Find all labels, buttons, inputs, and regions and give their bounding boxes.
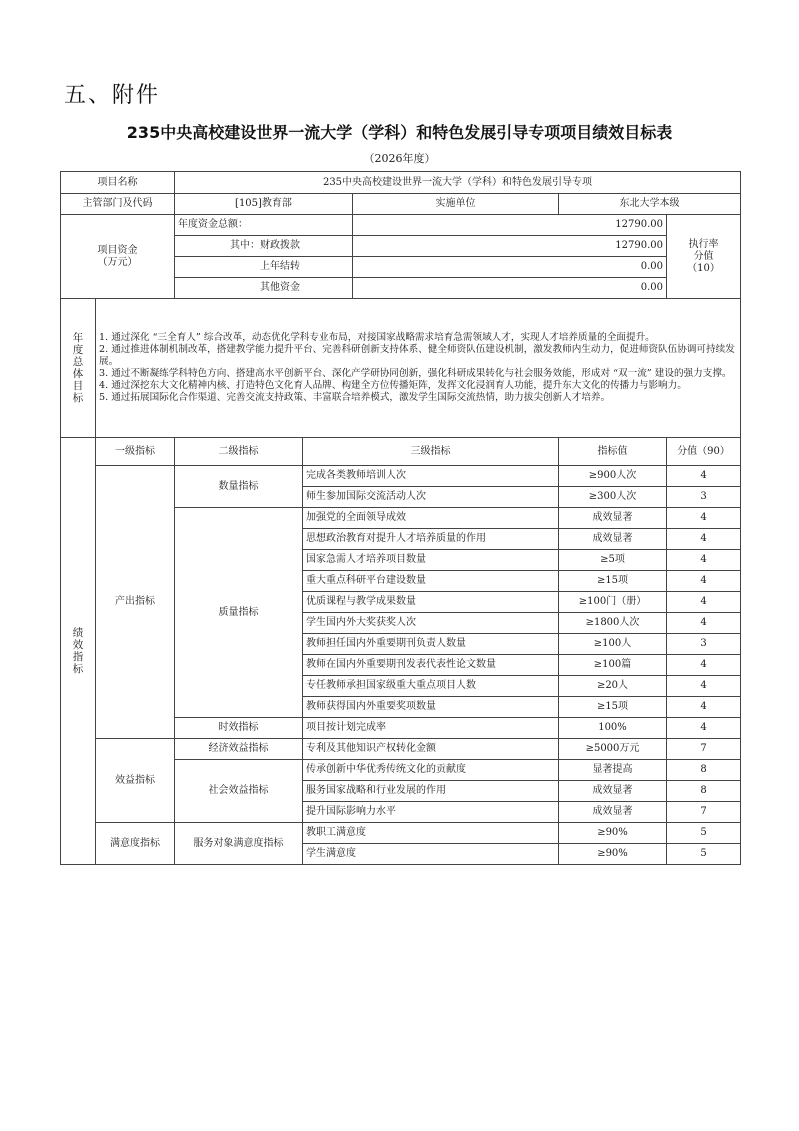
funds-label-line1: 项目资金 [97,244,138,256]
indicator-score: 3 [667,487,741,508]
level1-benefit: 效益指标 [96,739,175,823]
indicator-target: ≥90% [559,844,667,865]
indicator-score: 4 [667,571,741,592]
department-row [61,194,741,215]
goal-label-char: 标 [72,392,84,404]
indicator-target: 显著提高 [559,760,667,781]
level2-service-satisfaction: 服务对象满意度指标 [175,823,303,865]
indicator-target: ≥100篇 [559,655,667,676]
indicator-score: 7 [667,802,741,823]
indicator-score: 4 [667,550,741,571]
indicator-name: 学生国内外大奖获奖人次 [303,613,559,634]
indicator-score: 4 [667,718,741,739]
level2-quantity: 数量指标 [175,466,303,508]
indicator-score: 4 [667,676,741,697]
indicator-name: 完成各类教师培训人次 [303,466,559,487]
indicator-name: 思想政治教育对提升人才培养质量的作用 [303,529,559,550]
indicator-target: ≥90% [559,823,667,844]
goal-label-char: 度 [72,344,84,356]
annual-goals-text [96,299,741,438]
indicator-header-row [61,438,741,466]
indicator-target: 成效显著 [559,802,667,823]
goal-label-char: 年 [72,332,84,344]
indicator-target: 成效显著 [559,508,667,529]
goal-item: 3. 通过不断凝练学科特色方向、搭建高水平创新平台、深化产学研协同创新，强化科研成果转化与社会服务效能，形成对 “双一流” 建设的强力支撑。 [99,368,732,379]
indicator-score: 4 [667,613,741,634]
indicator-score: 3 [667,634,741,655]
level2-economic: 经济效益指标 [175,739,303,760]
indicator-target: ≥15项 [559,571,667,592]
indicator-target: ≥300人次 [559,487,667,508]
indicator-score: 4 [667,508,741,529]
header-level2: 二级指标 [175,438,303,466]
indicator-target: ≥5项 [559,550,667,571]
indicator-name: 教师获得国内外重要奖项数量 [303,697,559,718]
indicator-score: 4 [667,655,741,676]
indicator-name: 传承创新中华优秀传统文化的贡献度 [303,760,559,781]
section-heading: 五、附件 [64,83,161,108]
funds-fiscal-value: 12790.00 [353,236,667,257]
indicator-target: ≥1800人次 [559,613,667,634]
indicator-name: 提升国际影响力水平 [303,802,559,823]
level2-quality: 质量指标 [175,508,303,718]
indicator-target: 成效显著 [559,529,667,550]
indicator-name: 项目按计划完成率 [303,718,559,739]
indicator-name: 国家急需人才培养项目数量 [303,550,559,571]
goal-item: 5. 通过拓展国际化合作渠道、完善交流支持政策、丰富联合培养模式，激发学生国际交流热情，助力拔尖创新人才培养。 [99,392,611,403]
goal-item: 1. 通过深化 “三全育人” 综合改革，动态优化学科专业布局，对接国家战略需求培育急需领域人才，实现人才培养质量的全面提升。 [99,332,655,343]
indicator-score: 4 [667,529,741,550]
indicator-score: 7 [667,739,741,760]
indicator-label-char: 绩 [72,627,84,639]
indicator-score: 4 [667,697,741,718]
indicator-target: ≥100人 [559,634,667,655]
indicator-row [61,466,741,487]
funds-total-label: 年度资金总额： [175,215,353,236]
indicator-target: ≥20人 [559,676,667,697]
funds-total-value: 12790.00 [353,215,667,236]
funds-carryover-value: 0.00 [353,257,667,278]
indicator-target: ≥5000万元 [559,739,667,760]
performance-target-table [60,171,741,865]
header-level1: 一级指标 [96,438,175,466]
execution-rate-line1: 执行率 [688,238,719,250]
indicator-score: 8 [667,760,741,781]
execution-rate-line2: 分值 [693,250,714,262]
department-label: 主管部门及代码 [61,194,175,215]
execution-rate-line3: （10） [687,262,720,274]
indicator-label-char: 指 [72,651,84,663]
goal-label-char: 目 [72,380,84,392]
implementing-unit-value: 东北大学本级 [559,194,741,215]
annual-goals-row [61,299,741,438]
document-year: （2026年度） [363,152,436,165]
indicator-target: 100% [559,718,667,739]
indicator-target: ≥100门（册） [559,592,667,613]
indicator-name: 教职工满意度 [303,823,559,844]
funds-other-value: 0.00 [353,278,667,299]
execution-rate-score [667,215,741,299]
indicator-name: 服务国家战略和行业发展的作用 [303,781,559,802]
goal-item: 4. 通过深挖东大文化精神内核、打造特色文化育人品牌、构建全方位传播矩阵，发挥文化浸润育人功能，提升东大文化的传播力与影响力。 [99,380,687,391]
indicator-score: 8 [667,781,741,802]
funds-label-line2: （万元） [97,256,138,268]
goal-label-char: 总 [72,356,84,368]
indicator-score: 5 [667,823,741,844]
document-title: 235中央高校建设世界一流大学（学科）和特色发展引导专项项目绩效目标表 [126,123,673,142]
indicator-row [61,823,741,844]
indicator-name: 优质课程与教学成果数量 [303,592,559,613]
project-name-value: 235中央高校建设世界一流大学（学科）和特色发展引导专项 [175,172,741,194]
department-value: [105]教育部 [175,194,353,215]
indicator-name: 教师担任国内外重要期刊负责人数量 [303,634,559,655]
funds-carryover-label: 上年结转 [175,257,353,278]
header-target: 指标值 [559,438,667,466]
funds-row [61,215,741,236]
indicator-name: 专任教师承担国家级重大重点项目人数 [303,676,559,697]
annual-goals-label [61,299,96,438]
header-level3: 三级指标 [303,438,559,466]
level2-timeliness: 时效指标 [175,718,303,739]
performance-indicators-label [61,438,96,865]
level1-satisfaction: 满意度指标 [96,823,175,865]
project-name-row [61,172,741,194]
indicator-label-char: 效 [72,639,84,651]
funds-other-label: 其他资金 [175,278,353,299]
goal-label-char: 体 [72,368,84,380]
indicator-target: ≥900人次 [559,466,667,487]
indicator-score: 4 [667,592,741,613]
indicator-label-char: 标 [72,663,84,675]
indicator-name: 重大重点科研平台建设数量 [303,571,559,592]
funds-label [61,215,175,299]
indicator-name: 加强党的全面领导成效 [303,508,559,529]
funds-fiscal-label: 其中：财政拨款 [175,236,353,257]
indicator-name: 教师在国内外重要期刊发表代表性论文数量 [303,655,559,676]
indicator-name: 学生满意度 [303,844,559,865]
level1-output: 产出指标 [96,466,175,739]
indicator-score: 5 [667,844,741,865]
indicator-row [61,739,741,760]
indicator-score: 4 [667,466,741,487]
header-score: 分值（90） [667,438,741,466]
goal-item: 2. 通过推进体制机制改革，搭建教学能力提升平台、完善科研创新支持体系、健全师资队伍建设机制，激发教师内生动力，促进师资队伍协调可持续发展。 [99,344,735,367]
indicator-target: 成效显著 [559,781,667,802]
project-name-label: 项目名称 [61,172,175,194]
indicator-target: ≥15项 [559,697,667,718]
indicator-name: 专利及其他知识产权转化金额 [303,739,559,760]
implementing-unit-label: 实施单位 [353,194,559,215]
indicator-name: 师生参加国际交流活动人次 [303,487,559,508]
level2-social: 社会效益指标 [175,760,303,823]
